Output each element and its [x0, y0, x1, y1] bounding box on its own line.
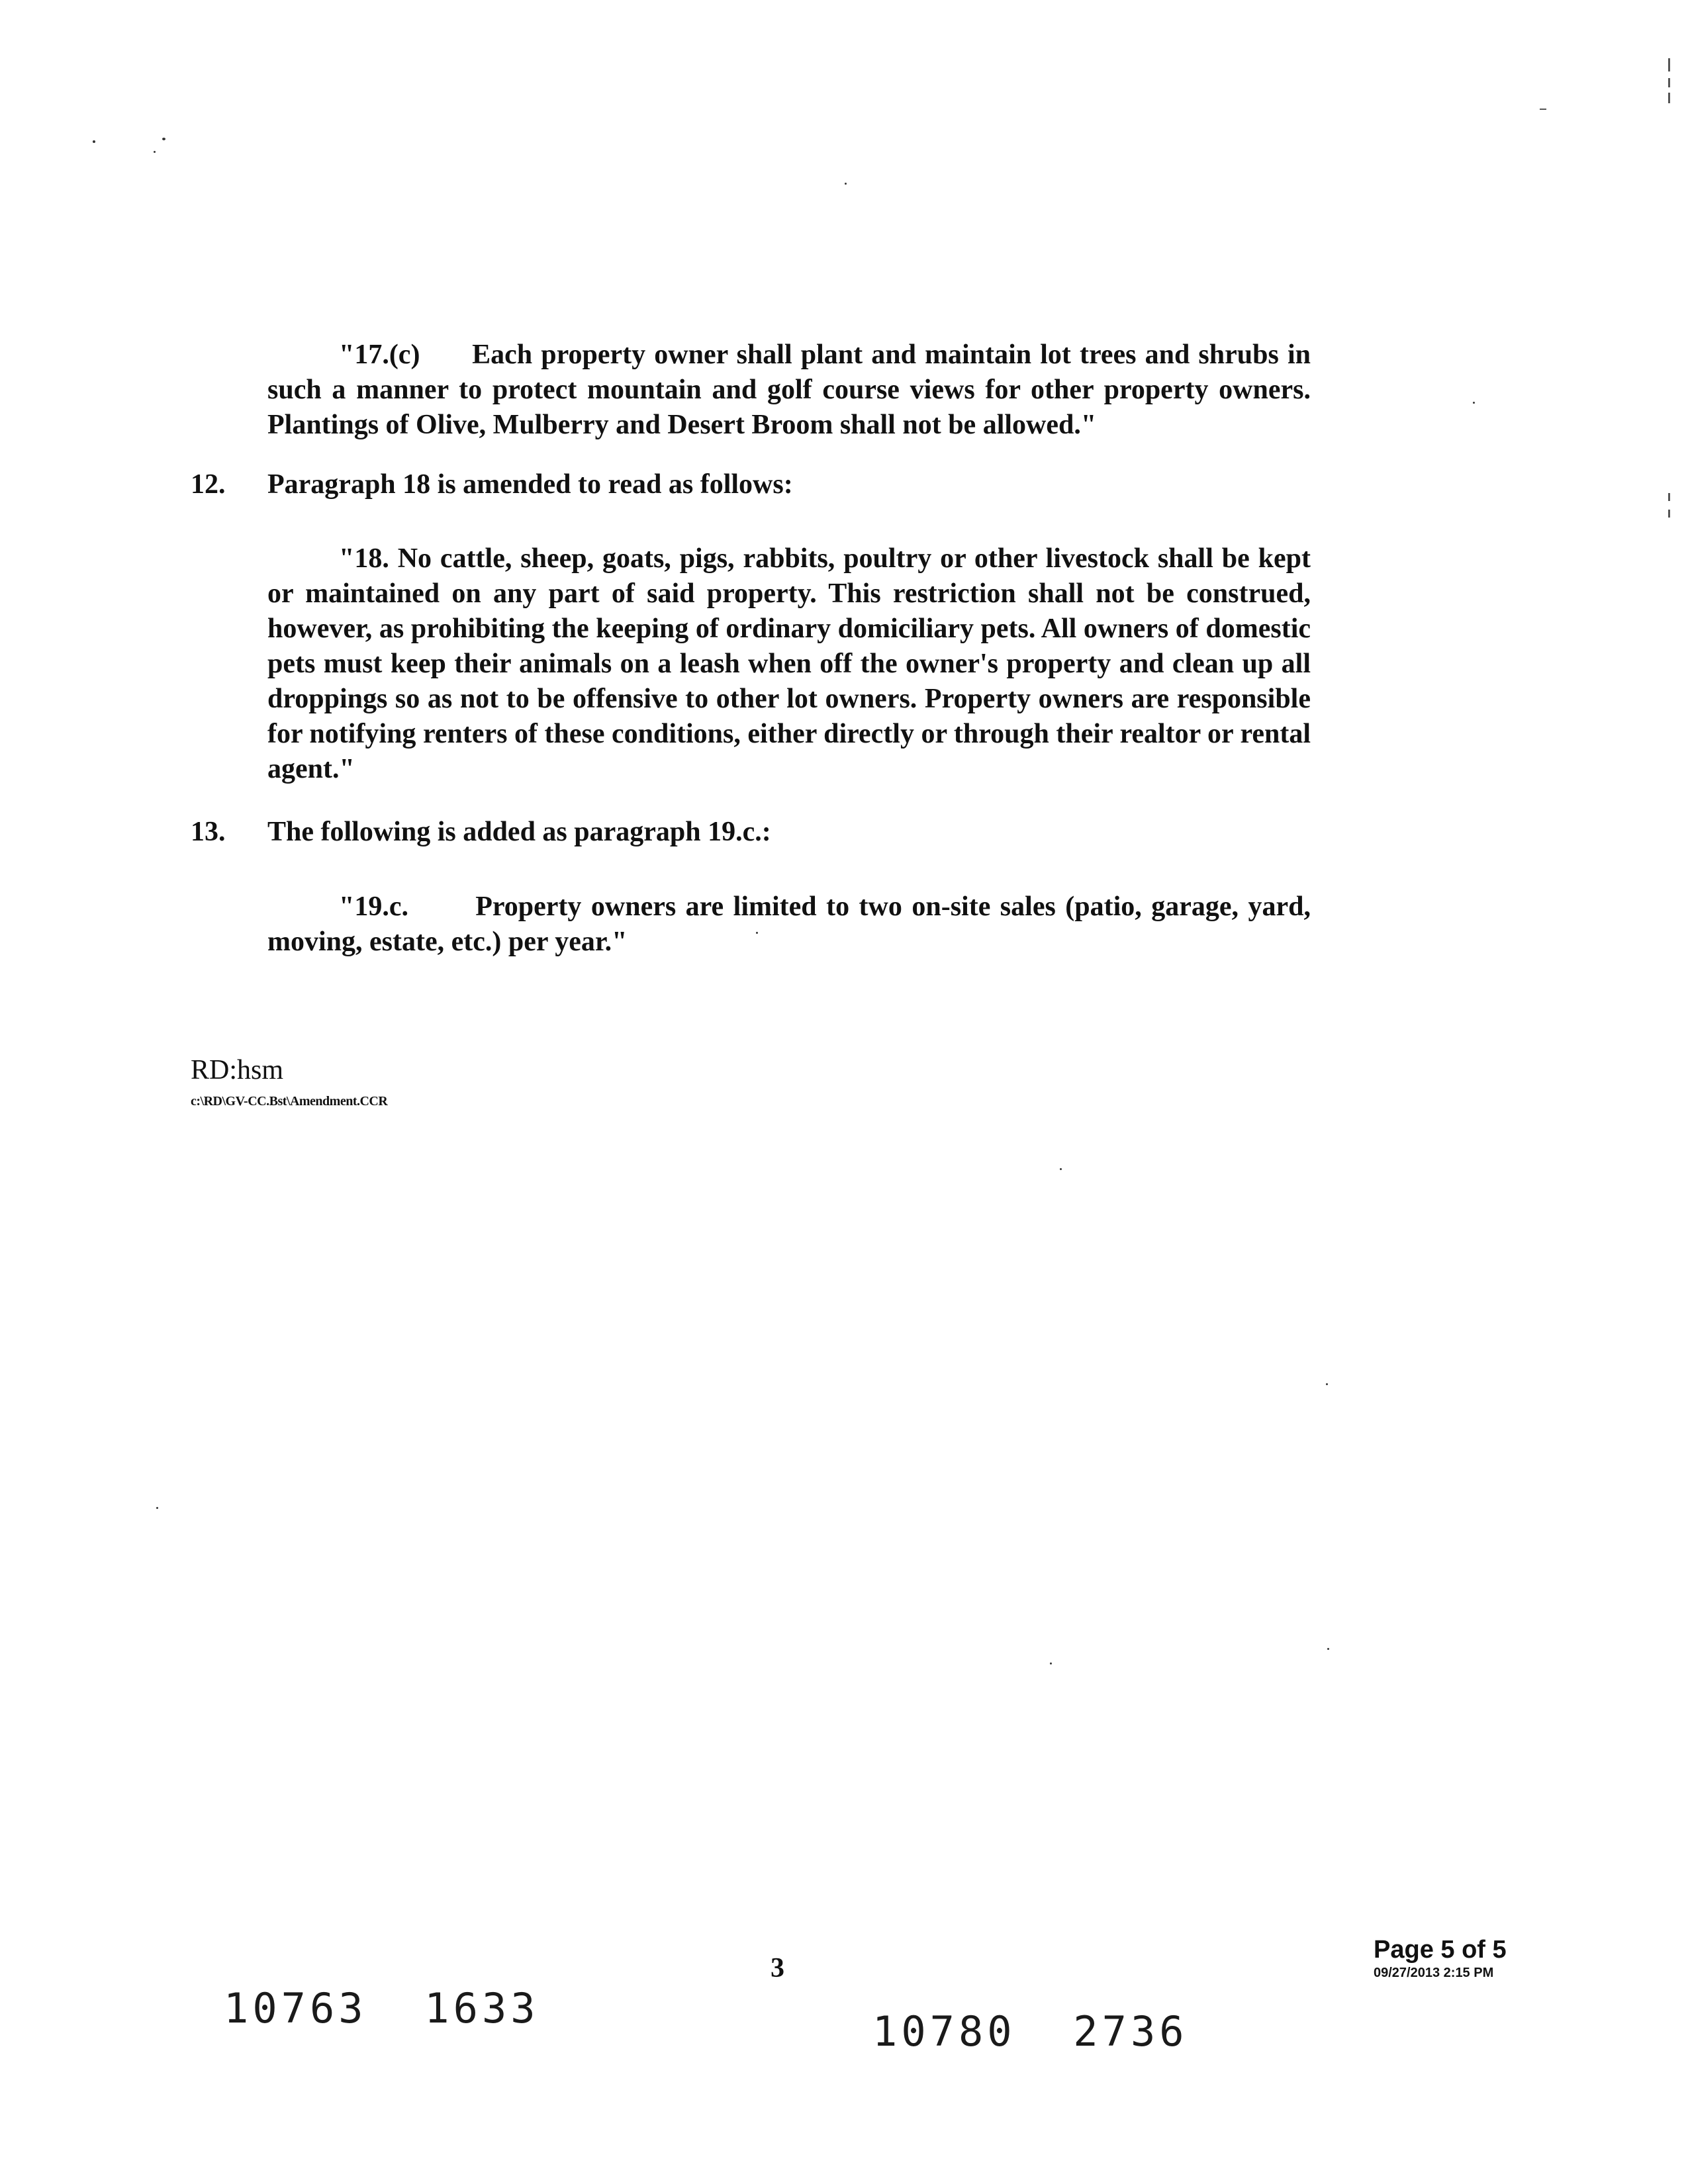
file-path: c:\RD\GV-CC.Bst\Amendment.CCR	[191, 1094, 388, 1109]
scan-speck	[162, 138, 165, 140]
item-12-number: 12.	[191, 469, 226, 500]
margin-dash	[1668, 58, 1670, 71]
scan-speck	[1473, 402, 1475, 404]
printed-timestamp: 09/27/2013 2:15 PM	[1374, 1966, 1494, 1980]
item-12-heading: Paragraph 18 is amended to read as follows:	[267, 469, 793, 500]
author-initials: RD:hsm	[191, 1055, 284, 1085]
paragraph-17c: "17.(c) Each property owner shall plant and maintain lot trees and shrubs in such a manner to protect mountain and golf course views for other property owners. Plantings of Olive, Mulberry and Desert Broom shall not be allowed."	[267, 340, 1311, 440]
paragraph-19c: "19.c. Property owners are limited to two on-site sales (patio, garage, yard, moving, estate, etc.) per year."	[267, 891, 1311, 957]
paragraph-18: "18. No cattle, sheep, goats, pigs, rabbits, poultry or other livestock shall be kept or maintained on any part of said property. This restriction shall not be construed, however, as prohibiting the keeping of ordinary domiciliary pets. All owners of domestic pets must keep their animals on a leash when off the owner's property and clean up all droppings so as not to be offensive to other lot owners. Property owners are responsible for notifying renters of these conditions, either directly or through their realtor or rental agent."	[267, 543, 1311, 784]
scan-speck	[1050, 1662, 1052, 1664]
margin-dash	[1668, 78, 1670, 87]
scan-speck	[1060, 1168, 1062, 1170]
page-number: 3	[771, 1953, 784, 1983]
scan-speck	[1327, 1648, 1329, 1650]
margin-dash	[1668, 493, 1670, 501]
margin-dash	[1668, 510, 1670, 518]
scan-speck	[93, 140, 95, 143]
recording-number-right: 10780 2736	[872, 2007, 1188, 2056]
scan-speck	[845, 183, 847, 185]
margin-dash	[1540, 109, 1546, 110]
scan-speck	[1326, 1383, 1328, 1385]
page-info	[1374, 1936, 1507, 1981]
recording-number-left: 10763 1633	[224, 1984, 539, 2032]
scan-speck	[156, 1507, 158, 1509]
margin-dash	[1668, 93, 1670, 103]
scan-speck	[154, 151, 156, 153]
item-13-heading: The following is added as paragraph 19.c.:	[267, 817, 771, 847]
item-13-number: 13.	[191, 817, 226, 847]
page-label: Page 5 of 5	[1374, 1936, 1507, 1964]
